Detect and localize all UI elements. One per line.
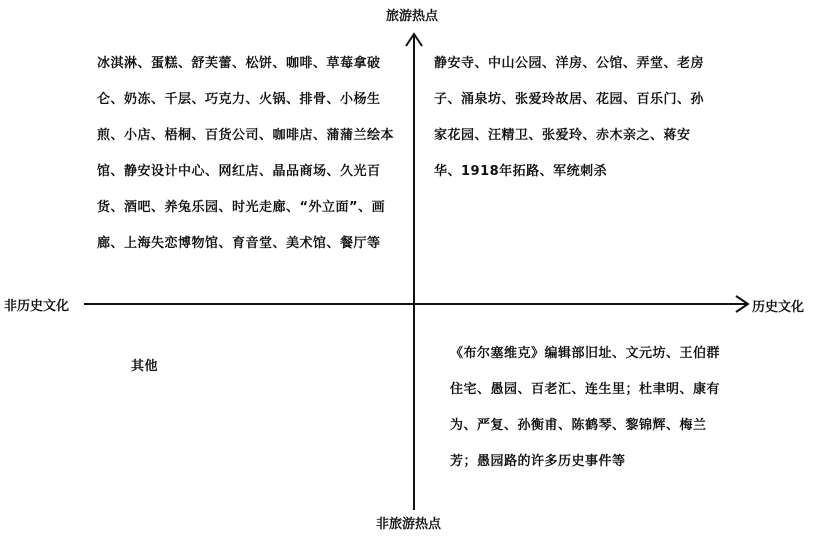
- axis-label-right: 历史文化: [752, 300, 805, 315]
- axis-label-top: 旅游热点: [386, 9, 439, 24]
- quadrant-bottom-left-text: 其他: [131, 359, 159, 374]
- quadrant-bottom-right-text: 《布尔塞维克》编辑部旧址、文元坊、王伯群住宅、愚园、百老汇、连生里；杜聿明、康有为、严复、孙衡甫、陈鹤琴、黎锦辉、梅兰芳；愚园路的许多历史事件等: [450, 346, 721, 469]
- axis-label-left: 非历史文化: [4, 299, 70, 314]
- quadrant-top-left-text: 冰淇淋、蛋糕、舒芙蕾、松饼、咖啡、草莓拿破仑、奶冻、千层、巧克力、火锅、排骨、小杨生煎、小店、梧桐、百货公司、咖啡店、蒲蒲兰绘本馆、静安设计中心、网红店、晶品商场、久光百货、酒吧、养兔乐园、时光走廊、“外立面”、画廊、上海失恋博物馆、育音堂、美术馆、餐厅等: [97, 56, 395, 251]
- quadrant-top-right-text: 静安寺、中山公园、洋房、公馆、弄堂、老房子、涌泉坊、张爱玲故居、花园、百乐门、孙家花园、汪精卫、张爱玲、赤木亲之、蒋安华、1918年拓路、军统刺杀: [434, 56, 705, 179]
- axis-label-bottom: 非旅游热点: [376, 517, 442, 532]
